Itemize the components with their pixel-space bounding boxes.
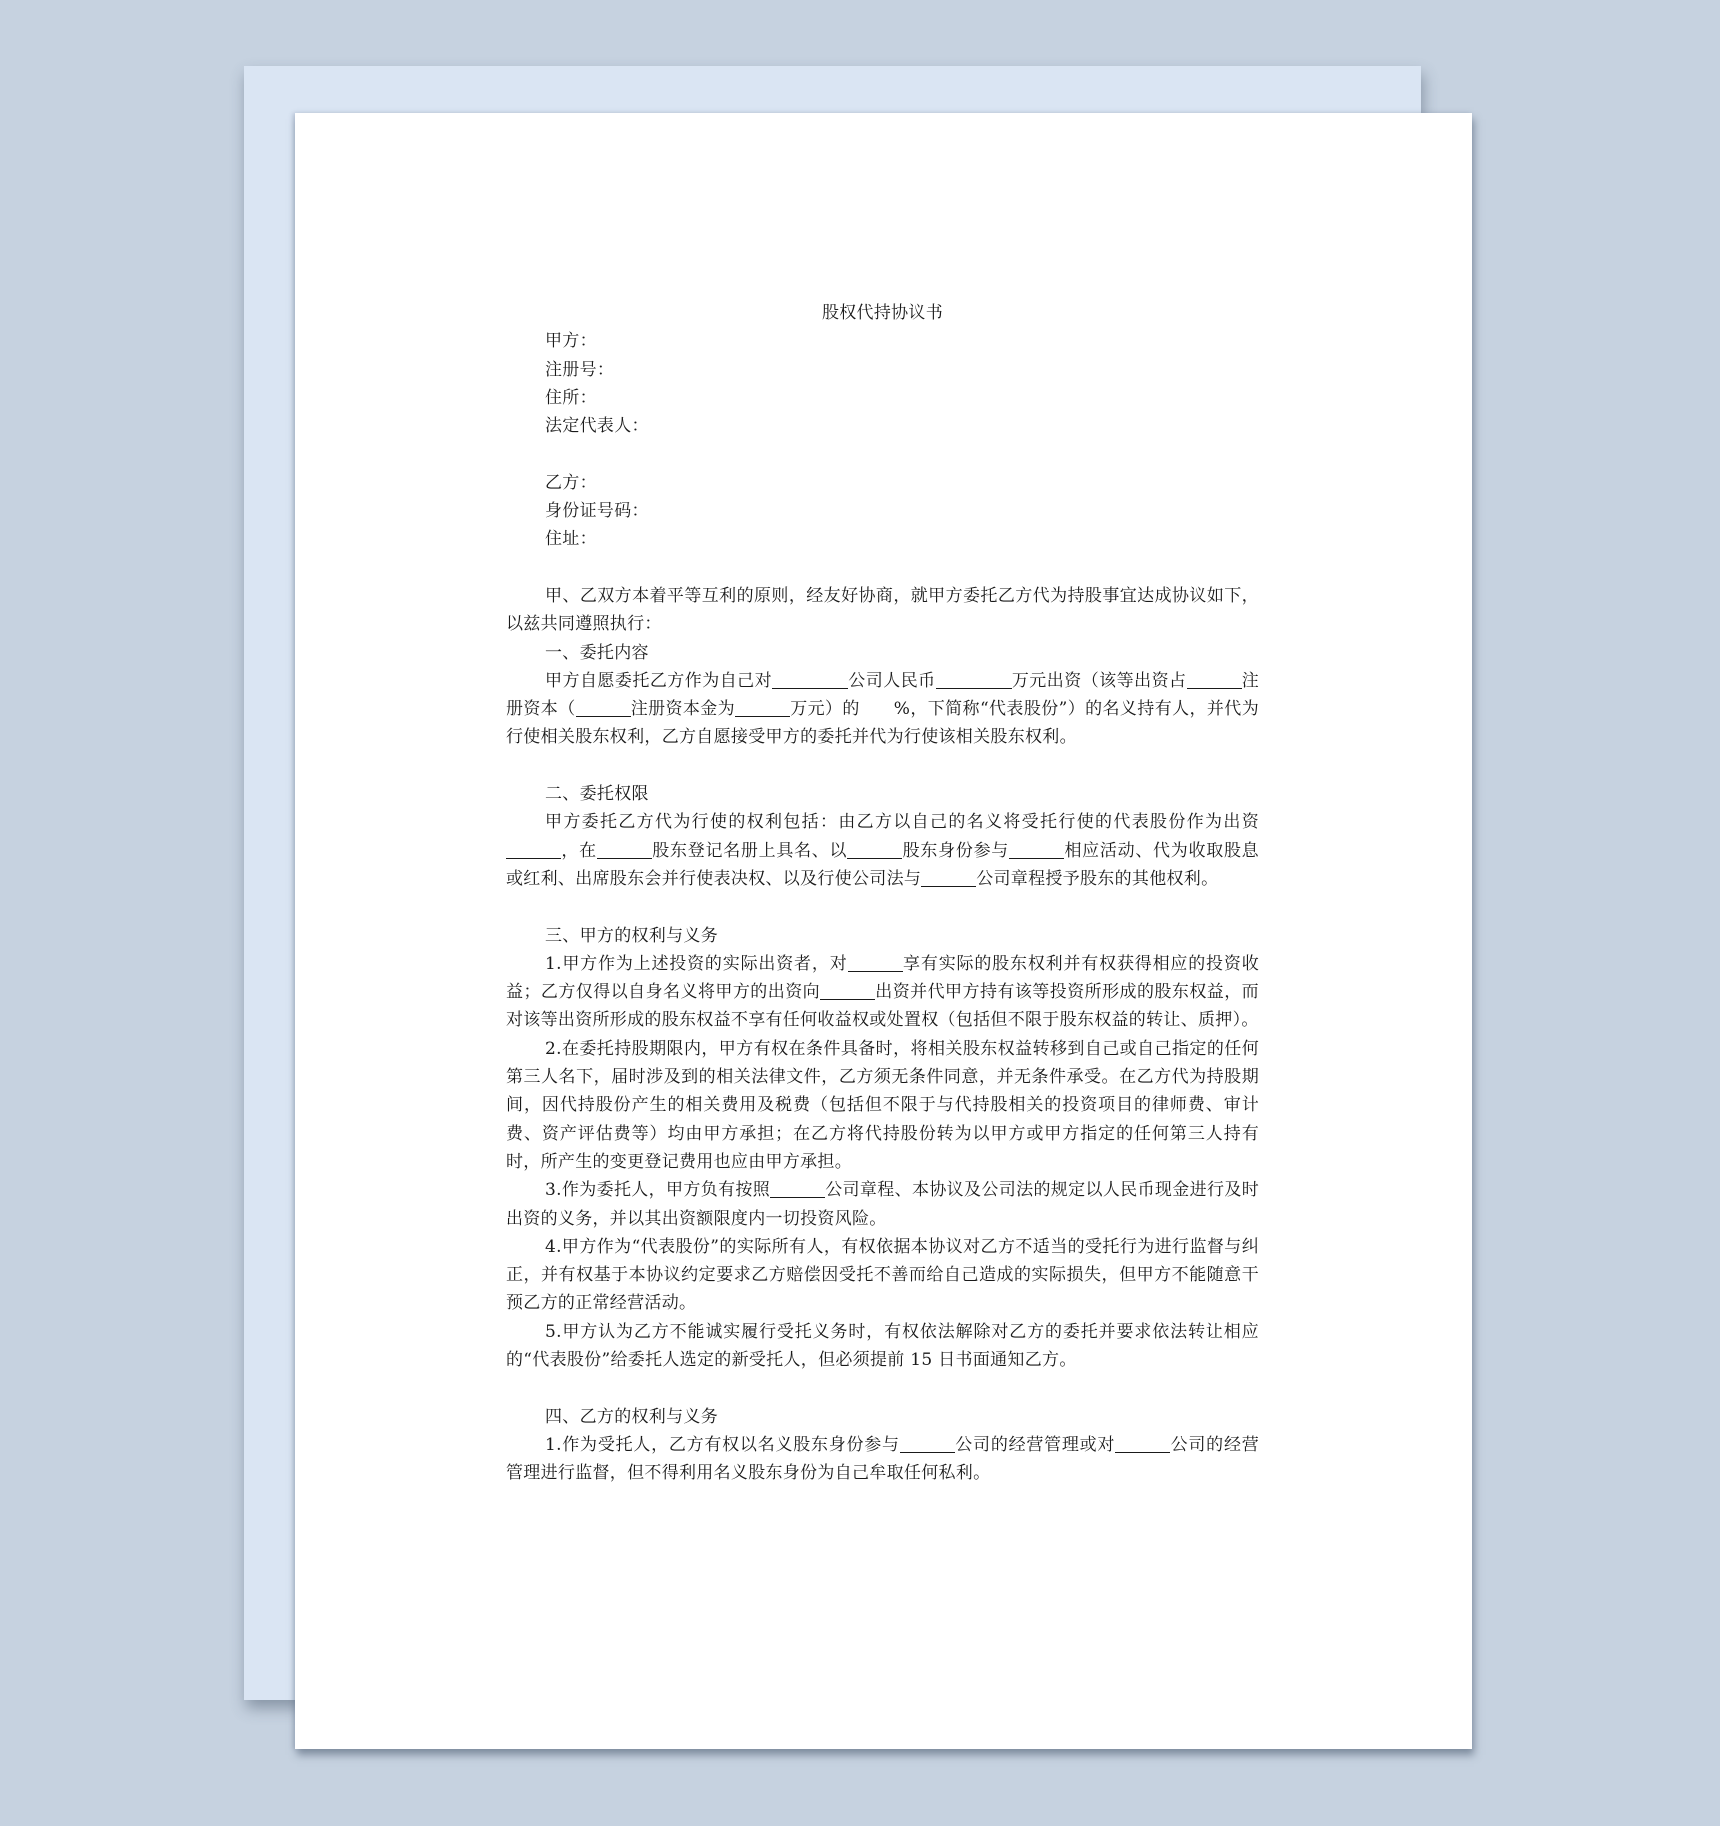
party-a-label: 甲方： — [545, 331, 597, 352]
section3-item2: 2.在委托持股期限内，甲方有权在条件具备时，将相关股东权益转移到自己或自己指定的任何第三人名下，届时涉及到的相关法律文件，乙方须无条件同意，并无条件承受。在乙方代为持股期间，因代持股份产生的相关费用及税费（包括但不限于与代持股相关的投资项目的律师费、审计费、资产评估费等）均由甲方承担；在乙方将代持股份转为以甲方或甲方指定的任何第三人持有时，所产生的变更登记费用也应由甲方承担。 — [506, 1038, 1259, 1172]
party-b-address-label: 住址： — [545, 529, 597, 550]
spacer — [506, 440, 1259, 468]
text-run: 甲方委托乙方代为行使的权利包括：由乙方以自己的名义将受托行使的代表股份作为出资 — [545, 812, 1259, 833]
text-run: 1.甲方作为上述投资的实际出资者，对 — [545, 953, 848, 974]
text-run: 公司章程授予股东的其他权利。 — [976, 868, 1219, 889]
party-b-label: 乙方： — [545, 472, 597, 493]
fill-blank[interactable] — [1009, 840, 1064, 859]
text-run: 3.作为委托人，甲方负有按照 — [545, 1180, 771, 1201]
fill-blank[interactable] — [735, 698, 790, 717]
spacer — [506, 1374, 1259, 1402]
party-a-address-label: 住所： — [545, 387, 597, 408]
text-run: 万元）的 — [790, 699, 860, 720]
section3-item4: 4.甲方作为“代表股份”的实际所有人，有权依据本协议对乙方不适当的受托行为进行监督与纠正，并有权基于本协议约定要求乙方赔偿因受托不善而给自己造成的实际损失，但甲方不能随意干预乙方的正常经营活动。 — [506, 1236, 1259, 1314]
fill-blank[interactable] — [848, 953, 903, 972]
fill-blank[interactable] — [936, 670, 1012, 689]
section1-heading: 一、委托内容 — [545, 642, 649, 663]
text-run: 公司人民币 — [848, 670, 936, 691]
fill-blank[interactable] — [770, 1179, 825, 1198]
party-a-reg-no-label: 注册号： — [545, 359, 615, 380]
preamble-paragraph: 甲、乙双方本着平等互利的原则，经友好协商，就甲方委托乙方代为持股事宜达成协议如下，以兹共同遵照执行： — [506, 585, 1259, 635]
document-page — [295, 113, 1472, 1749]
text-run: 万元出资（该等出资占 — [1011, 670, 1187, 691]
text-run: 甲方自愿委托乙方作为自己对 — [545, 670, 773, 691]
text-run: 1.作为受托人，乙方有权以名义股东身份参与 — [545, 1434, 900, 1455]
fill-blank[interactable] — [847, 840, 902, 859]
fill-blank[interactable] — [820, 981, 875, 1000]
text-run: 股东登记名册上具名、以 — [651, 840, 848, 861]
document-body — [506, 299, 1259, 1487]
fill-blank[interactable] — [506, 840, 561, 859]
fill-blank[interactable] — [597, 840, 652, 859]
section3-item3 — [506, 1176, 1259, 1233]
spacer — [506, 554, 1259, 582]
text-run: 注册资本（ — [506, 670, 1260, 720]
section3-item5: 5.甲方认为乙方不能诚实履行受托义务时，有权依法解除对乙方的委托并要求依法转让相应的“代表股份”给委托人选定的新受托人，但必须提前 15 日书面通知乙方。 — [506, 1321, 1259, 1370]
party-b-id-label: 身份证号码： — [545, 501, 649, 522]
document-title: 股权代持协议书 — [821, 303, 944, 323]
section4-item1 — [506, 1431, 1259, 1488]
section3-item1 — [506, 950, 1259, 1035]
fill-blank[interactable] — [772, 670, 848, 689]
text-run: 公司的经营管理进行监督，但不得利用名义股东身份为自己牟取任何私利。 — [506, 1434, 1260, 1484]
fill-blank[interactable] — [900, 1434, 955, 1453]
text-run: 公司的经营管理或对 — [954, 1434, 1116, 1455]
section2-paragraph — [506, 808, 1259, 893]
text-run: 注册资本金为 — [630, 699, 736, 720]
section4-heading: 四、乙方的权利与义务 — [545, 1406, 718, 1427]
spacer — [506, 752, 1259, 780]
section2-heading: 二、委托权限 — [545, 784, 649, 805]
fill-blank[interactable] — [576, 698, 631, 717]
section3-heading: 三、甲方的权利与义务 — [545, 925, 718, 946]
text-run: ，在 — [561, 840, 597, 861]
spacer — [506, 893, 1259, 921]
text-run: %，下简称“代表股份”）的名义持有人，并代为行使相关股东权利，乙方自愿接受甲方的委托并代为行使该相关股东权利。 — [506, 699, 1259, 748]
fill-blank[interactable] — [1115, 1434, 1170, 1453]
text-run: 享有实际的股东权利并有权获得相应的投资收益；乙方仅得以自身名义将甲方的出资向 — [506, 953, 1260, 1003]
text-run: 相应活动、代为收取股息或红利、出席股东会并行使表决权、以及行使公司法与 — [506, 840, 1259, 889]
section1-paragraph — [506, 667, 1259, 752]
fill-blank[interactable] — [1187, 670, 1242, 689]
fill-blank[interactable] — [921, 868, 976, 887]
text-run: 出资并代甲方持有该等投资所形成的股东权益，而对该等出资所形成的股东权益不享有任何收益权或处置权（包括但不限于股东权益的转让、质押）。 — [506, 982, 1259, 1031]
party-a-legal-rep-label: 法定代表人： — [545, 416, 649, 437]
text-run: 公司章程、本协议及公司法的规定以人民币现金进行及时出资的义务，并以其出资额限度内一切投资风险。 — [506, 1180, 1260, 1229]
text-run: 股东身份参与 — [902, 840, 1010, 861]
